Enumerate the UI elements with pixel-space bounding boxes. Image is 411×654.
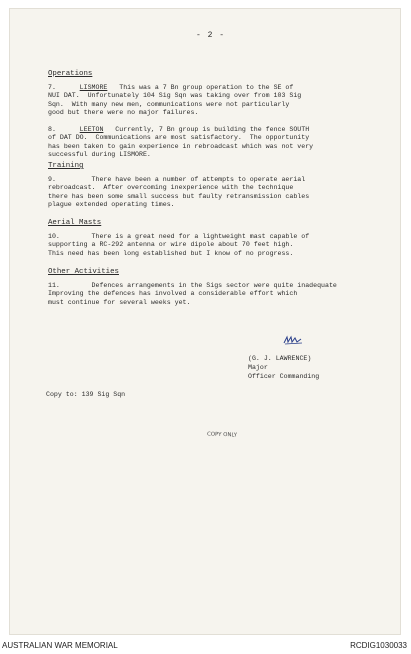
signature-role: Officer Commanding <box>248 373 320 380</box>
signature-block <box>248 354 319 381</box>
copy-to: Copy to: 139 Sig Sqn <box>46 391 126 398</box>
footer-id: RCDIG1030033 <box>350 641 407 650</box>
footer-bar <box>0 638 411 654</box>
signature-rank: Major <box>248 364 268 371</box>
heading-aerial-masts: Aerial Masts <box>48 219 102 227</box>
paragraph-8 <box>48 126 384 160</box>
heading-other-activities: Other Activities <box>48 268 119 276</box>
document-sheet <box>10 9 400 634</box>
heading-operations: Operations <box>48 70 93 78</box>
page-number: - 2 - <box>196 31 226 40</box>
heading-training: Training <box>48 162 84 170</box>
paragraph-9: 9. There have been a number of attempts to operate aerial rebroadcast. After overcoming inexperience with the technique there has been some small success but faulty retransmission cables plague extended operating times. <box>48 176 310 209</box>
footer-source: AUSTRALIAN WAR MEMORIAL <box>2 641 118 650</box>
paragraph-8-text: Currently, 7 Bn group is building the fence SOUTH of DAT DO. Communications are most satisfactory. The opportunity has been taken to gain experience in rebroadcast which was not very successful during LISMORE. <box>48 126 314 159</box>
document-body <box>10 9 400 634</box>
signature-name: (G. J. LAWRENCE) <box>248 355 312 362</box>
paragraph-8-place: LEETON <box>79 126 104 133</box>
signature-scribble <box>282 334 304 346</box>
paragraph-7 <box>48 84 384 118</box>
paragraph-7-text: This was a 7 Bn group operation to the SE of NUI DAT. Unfortunately 104 Sig Sqn was taking over from 103 Sig Sqn. With many new men, communications were not particularly good but there were no major failures. <box>48 84 302 117</box>
paragraph-7-place: LISMORE <box>79 84 108 91</box>
paragraph-7-number: 7. <box>48 84 56 91</box>
paragraph-8-number: 8. <box>48 126 56 133</box>
handwritten-note: COPY ONLY <box>206 431 238 439</box>
paragraph-10: 10. There is a great need for a lightweight mast capable of supporting a RC-292 antenna or wire dipole about 70 feet high. This need has been long established but I know of no progress. <box>48 233 310 257</box>
paragraph-11: 11. Defences arrangements in the Sigs sector were quite inadequate Improving the defences has involved a considerable effort which must continue for several weeks yet. <box>48 282 337 306</box>
